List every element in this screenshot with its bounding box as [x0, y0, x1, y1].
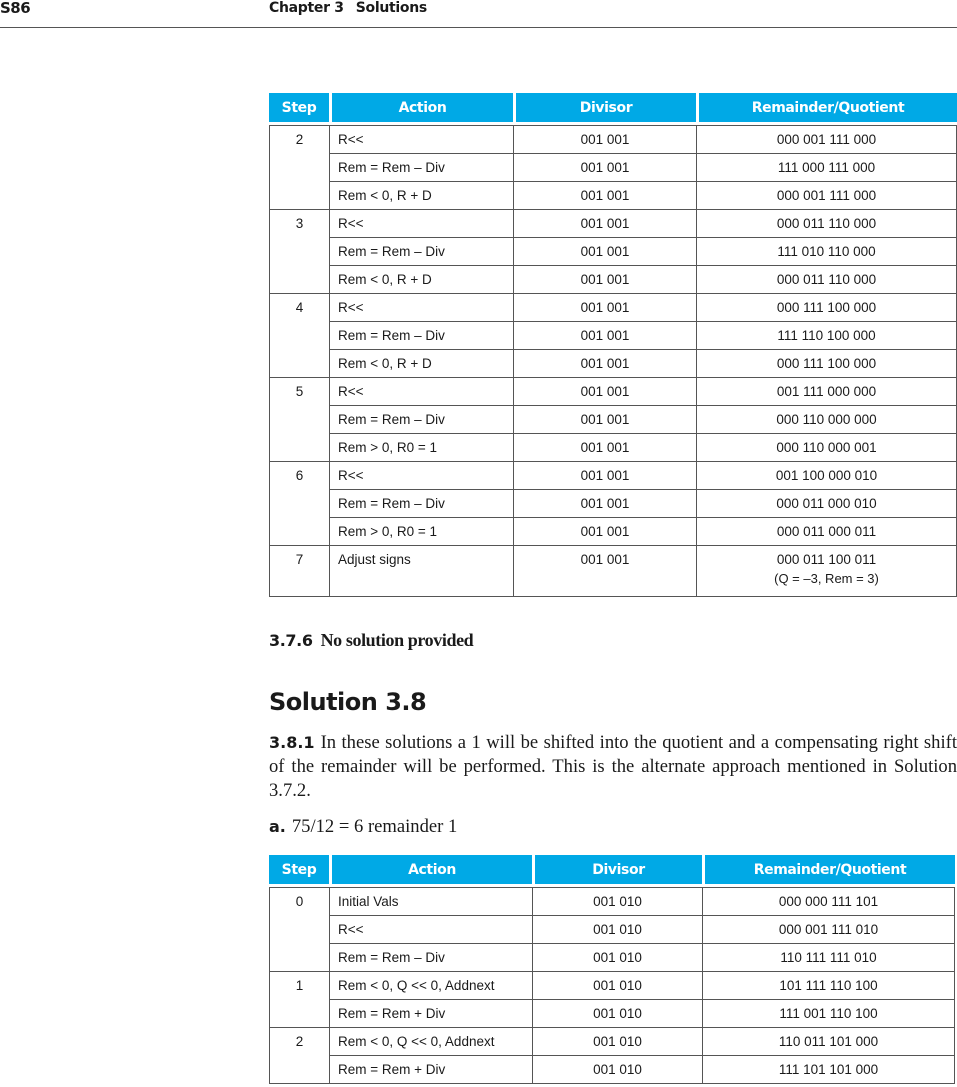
table-row: [269, 972, 955, 1000]
division-steps-table-2: [269, 855, 955, 1084]
action-cell: Rem < 0, Q << 0, Addnext: [329, 972, 532, 1000]
action-cell: Rem = Rem – Div: [329, 406, 513, 434]
divisor-cell: 001 001: [513, 546, 696, 597]
step-cell: 2: [269, 1028, 329, 1084]
remainder-quotient-cell: 000 001 111 000: [696, 126, 957, 154]
table-row: [269, 518, 957, 546]
action-cell: Adjust signs: [329, 546, 513, 597]
divisor-cell: 001 001: [513, 434, 696, 462]
action-cell: R<<: [329, 126, 513, 154]
divisor-cell: 001 001: [513, 378, 696, 406]
step-cell: 5: [269, 378, 329, 462]
step-cell: 4: [269, 294, 329, 378]
result-note: (Q = –3, Rem = 3): [774, 571, 879, 586]
table-row: [269, 126, 957, 154]
divisor-cell: 001 010: [532, 972, 702, 1000]
column-header-step: Step: [269, 855, 329, 884]
divisor-cell: 001 001: [513, 126, 696, 154]
part-label: a.: [269, 817, 286, 836]
divisor-cell: 001 010: [532, 888, 702, 916]
step-cell: 7: [269, 546, 329, 597]
column-header-divisor: Divisor: [532, 855, 702, 884]
table-row: [269, 434, 957, 462]
action-cell: R<<: [329, 378, 513, 406]
table-row: [269, 462, 957, 490]
divisor-cell: 001 001: [513, 154, 696, 182]
subsection-number: 3.7.6: [269, 631, 313, 650]
divisor-cell: 001 010: [532, 1056, 702, 1084]
action-cell: Rem < 0, Q << 0, Addnext: [329, 1028, 532, 1056]
section-label: Solutions: [355, 0, 427, 16]
table-row: [269, 406, 957, 434]
subsection-text: No solution provided: [320, 630, 474, 650]
remainder-quotient-cell: 000 111 100 000: [696, 350, 957, 378]
action-cell: Initial Vals: [329, 888, 532, 916]
remainder-quotient-cell: 000 011 000 010: [696, 490, 957, 518]
table-row: [269, 378, 957, 406]
remainder-quotient-cell: 000 001 111 000: [696, 182, 957, 210]
action-cell: R<<: [329, 916, 532, 944]
action-cell: R<<: [329, 210, 513, 238]
divisor-cell: 001 001: [513, 238, 696, 266]
column-header-action: Action: [329, 93, 513, 122]
table-row: [269, 238, 957, 266]
step-cell: 2: [269, 126, 329, 210]
divisor-cell: 001 001: [513, 182, 696, 210]
remainder-quotient-cell: 000 110 000 000: [696, 406, 957, 434]
divisor-cell: 001 010: [532, 944, 702, 972]
remainder-quotient-cell: 111 000 111 000: [696, 154, 957, 182]
table-row: [269, 210, 957, 238]
solution-heading: Solution 3.8: [269, 688, 427, 716]
part-text: 75/12 = 6 remainder 1: [291, 816, 458, 837]
remainder-quotient-cell: 001 111 000 000: [696, 378, 957, 406]
table-row: [269, 294, 957, 322]
table-row: [269, 1028, 955, 1056]
divisor-cell: 001 001: [513, 322, 696, 350]
remainder-quotient-cell: 001 100 000 010: [696, 462, 957, 490]
table-row: [269, 322, 957, 350]
table-row: [269, 154, 957, 182]
action-cell: R<<: [329, 294, 513, 322]
table-row: [269, 182, 957, 210]
table-row: [269, 1000, 955, 1028]
action-cell: Rem < 0, R + D: [329, 266, 513, 294]
remainder-quotient-cell: 000 111 100 000: [696, 294, 957, 322]
column-header-remainder-quotient: Remainder/Quotient: [696, 93, 957, 122]
subsection-3-7-6: [269, 630, 473, 651]
table-row: [269, 916, 955, 944]
divisor-cell: 001 001: [513, 294, 696, 322]
table-row: [269, 1056, 955, 1084]
chapter-label: Chapter 3: [269, 0, 344, 16]
action-cell: Rem > 0, R0 = 1: [329, 518, 513, 546]
remainder-quotient-cell: [696, 546, 957, 597]
paragraph-number: 3.8.1: [269, 733, 315, 752]
column-header-action: Action: [329, 855, 532, 884]
action-cell: Rem = Rem + Div: [329, 1056, 532, 1084]
page-header: [0, 0, 957, 28]
remainder-quotient-cell: 111 001 110 100: [702, 1000, 955, 1028]
column-header-remainder-quotient: Remainder/Quotient: [702, 855, 955, 884]
action-cell: Rem = Rem – Div: [329, 238, 513, 266]
divisor-cell: 001 001: [513, 490, 696, 518]
remainder-quotient-cell: 000 000 111 101: [702, 888, 955, 916]
action-cell: Rem = Rem + Div: [329, 1000, 532, 1028]
action-cell: Rem < 0, R + D: [329, 182, 513, 210]
table-row: [269, 490, 957, 518]
remainder-quotient-cell: 000 011 110 000: [696, 210, 957, 238]
table-row: [269, 944, 955, 972]
table-row: [269, 266, 957, 294]
divisor-cell: 001 010: [532, 1028, 702, 1056]
part-a: [269, 816, 457, 838]
step-cell: 3: [269, 210, 329, 294]
remainder-quotient-cell: 000 011 110 000: [696, 266, 957, 294]
remainder-quotient-cell: 111 010 110 000: [696, 238, 957, 266]
action-cell: Rem = Rem – Div: [329, 490, 513, 518]
divisor-cell: 001 010: [532, 916, 702, 944]
table-row: [269, 546, 957, 597]
step-cell: 6: [269, 462, 329, 546]
remainder-quotient-cell: 000 110 000 001: [696, 434, 957, 462]
remainder-quotient-cell: 110 111 111 010: [702, 944, 955, 972]
action-cell: Rem = Rem – Div: [329, 322, 513, 350]
paragraph-text: In these solutions a 1 will be shifted into the quotient and a compensating right shift of the remainder will be performed. This is the alternate approach mentioned in Solution 3.7.2.: [269, 732, 957, 801]
divisor-cell: 001 010: [532, 1000, 702, 1028]
step-cell: 1: [269, 972, 329, 1028]
paragraph-3-8-1: [269, 731, 957, 803]
remainder-quotient-value: 000 011 100 011: [776, 552, 877, 567]
remainder-quotient-cell: 101 111 110 100: [702, 972, 955, 1000]
divisor-cell: 001 001: [513, 350, 696, 378]
column-header-step: Step: [269, 93, 329, 122]
table-row: [269, 888, 955, 916]
running-title: [269, 0, 427, 16]
action-cell: Rem < 0, R + D: [329, 350, 513, 378]
action-cell: R<<: [329, 462, 513, 490]
remainder-quotient-cell: 000 011 000 011: [696, 518, 957, 546]
action-cell: Rem = Rem – Div: [329, 154, 513, 182]
division-steps-table-1: [269, 93, 957, 597]
remainder-quotient-cell: 111 110 100 000: [696, 322, 957, 350]
divisor-cell: 001 001: [513, 462, 696, 490]
divisor-cell: 001 001: [513, 210, 696, 238]
divisor-cell: 001 001: [513, 518, 696, 546]
remainder-quotient-cell: 111 101 101 000: [702, 1056, 955, 1084]
divisor-cell: 001 001: [513, 406, 696, 434]
remainder-quotient-cell: 110 011 101 000: [702, 1028, 955, 1056]
page-number: S86: [0, 0, 31, 17]
remainder-quotient-cell: 000 001 111 010: [702, 916, 955, 944]
table-row: [269, 350, 957, 378]
column-header-divisor: Divisor: [513, 93, 696, 122]
divisor-cell: 001 001: [513, 266, 696, 294]
step-cell: 0: [269, 888, 329, 972]
action-cell: Rem = Rem – Div: [329, 944, 532, 972]
action-cell: Rem > 0, R0 = 1: [329, 434, 513, 462]
